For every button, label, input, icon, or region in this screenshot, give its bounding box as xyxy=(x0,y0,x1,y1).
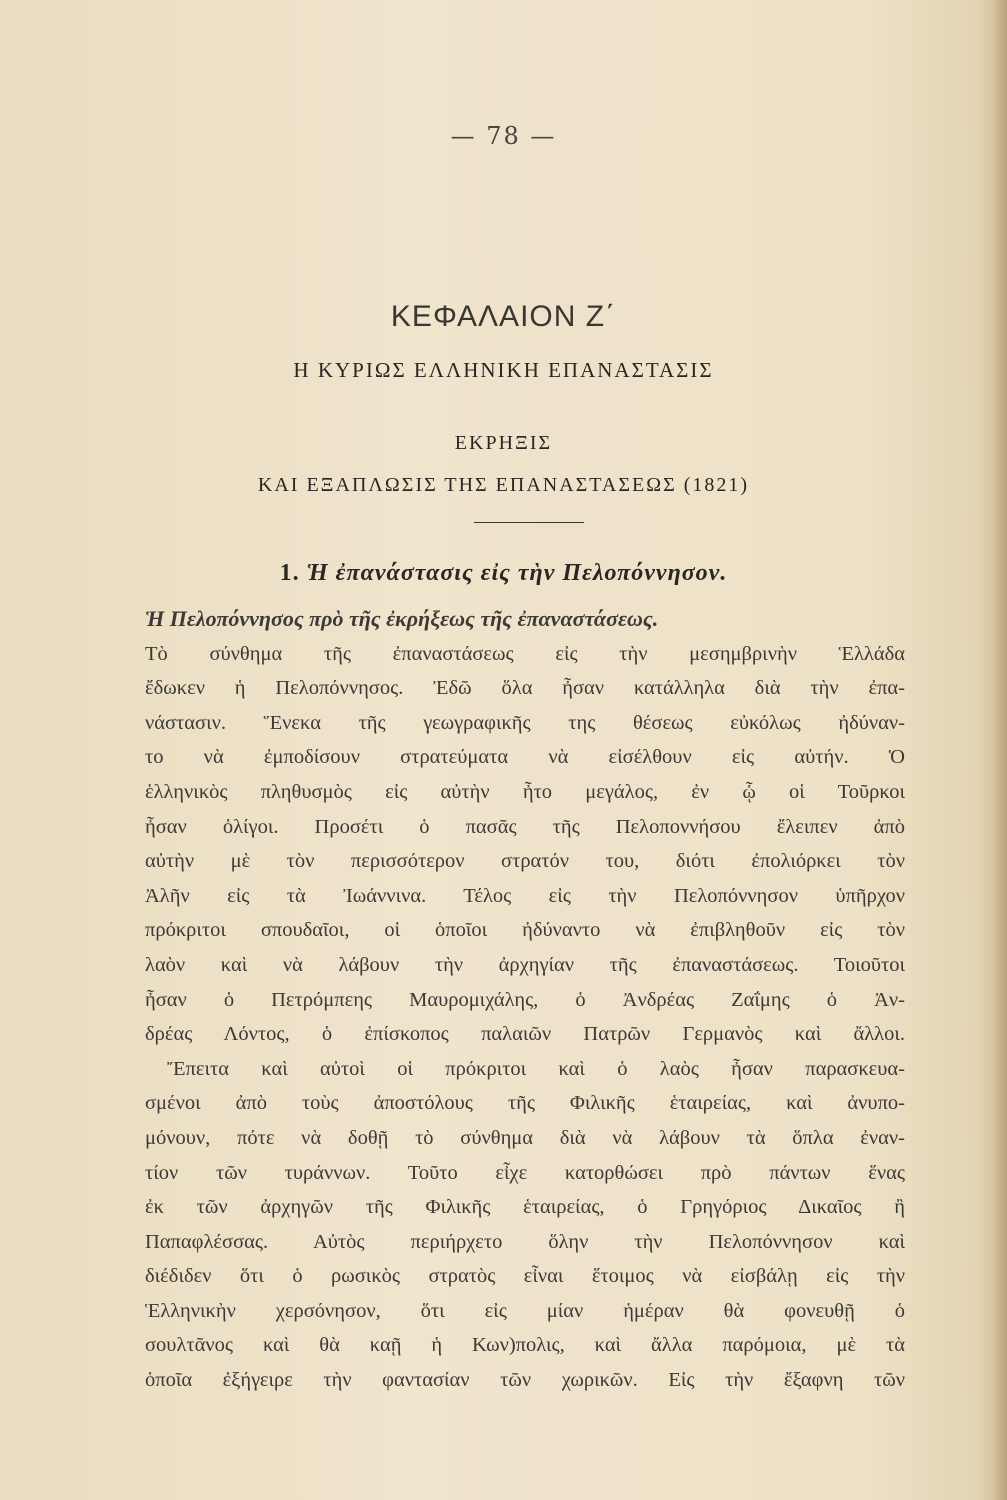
text-line: σμένοι ἀπὸ τοὺς ἀποστόλους τῆς Φιλικῆς ἑταιρείας, καὶ ἀνυπο- xyxy=(145,1092,905,1115)
text-line: σουλτᾶνος καὶ θὰ καῇ ἡ Κων)πολις, καὶ ἄλλα παρόμοια, μὲ τὰ xyxy=(145,1334,905,1357)
page-number: — 78 — xyxy=(450,122,557,150)
text-line: αὐτὴν μὲ τὸν περισσότερον στρατόν του, διότι ἐπολιόρκει τὸν xyxy=(145,850,905,873)
page-edge xyxy=(993,0,1007,1500)
text-line: ἦσαν ὀλίγοι. Προσέτι ὁ πασᾶς τῆς Πελοποννήσου ἔλειπεν ἀπὸ xyxy=(145,815,905,838)
chapter-subtitle-line2: ΚΑΙ ΕΞΑΠΛΩΣΙΣ ΤΗΣ ΕΠΑΝΑΣΤΑΣΕΩΣ (1821) xyxy=(257,474,750,496)
lead-heading: Ἡ Πελοπόννησος πρὸ τῆς ἐκρήξεως τῆς ἐπαναστάσεως. xyxy=(145,606,659,631)
divider-rule xyxy=(474,522,584,523)
text-line: Ἔπειτα καὶ αὐτοὶ οἱ πρόκριτοι καὶ ὁ λαὸς ἦσαν παρασκευα- xyxy=(167,1057,905,1080)
text-line: ἑλληνικὸς πληθυσμὸς εἰς αὐτὴν ἦτο μεγάλος, ἐν ᾧ οἱ Τοῦρκοι xyxy=(145,780,905,803)
section-number: 1. xyxy=(279,560,300,586)
text-line: Τὸ σύνθημα τῆς ἐπαναστάσεως εἰς τὴν μεσημβρινὴν Ἑλλάδα xyxy=(145,642,905,665)
text-line: διέδιδεν ὅτι ὁ ρωσικὸς στρατὸς εἶναι ἕτοιμος νὰ εἰσβάλῃ εἰς τὴν xyxy=(145,1265,905,1288)
paragraph-lead xyxy=(145,602,905,637)
text-line: ἔδωκεν ἡ Πελοπόννησος. Ἐδῶ ὅλα ἦσαν κατάλληλα διὰ τὴν ἐπα- xyxy=(145,677,905,700)
text-line: ὁποῖα ἐξήγειρε τὴν φαντασίαν τῶν χωρικῶν. Εἰς τὴν ἔξαφνη τῶν xyxy=(145,1369,905,1392)
section-heading xyxy=(0,560,1007,587)
text-line: Ἀλῆν εἰς τὰ Ἰωάννινα. Τέλος εἰς τὴν Πελοπόννησον ὑπῆρχον xyxy=(145,884,905,907)
chapter-title: Η ΚΥΡΙΩΣ ΕΛΛΗΝΙΚΗ ΕΠΑΝΑΣΤΑΣΙΣ xyxy=(293,358,714,382)
text-line: δρέας Λόντος, ὁ ἐπίσκοπος παλαιῶν Πατρῶν Γερμανὸς καὶ ἄλλοι. xyxy=(145,1023,905,1046)
text-line: ἦσαν ὁ Πετρόμπεης Μαυρομιχάλης, ὁ Ἀνδρέας Ζαΐμης ὁ Ἀν- xyxy=(145,988,905,1011)
text-line: το νὰ ἐμποδίσουν στρατεύματα νὰ εἰσέλθουν εἰς αὐτήν. Ὁ xyxy=(145,746,905,769)
text-line: τίον τῶν τυράννων. Τοῦτο εἶχε κατορθώσει πρὸ πάντων ἕνας xyxy=(145,1161,905,1184)
chapter-heading: ΚΕΦΑΛΑΙΟΝ Ζ΄ xyxy=(390,300,617,333)
body-text xyxy=(145,602,905,1398)
text-line: λαὸν καὶ νὰ λάβουν τὴν ἀρχηγίαν τῆς ἐπαναστάσεως. Τοιοῦτοι xyxy=(145,953,905,976)
text-line: πρόκριτοι σπουδαῖοι, οἱ ὁποῖοι ἠδύναντο νὰ ἐπιβληθοῦν εἰς τὸν xyxy=(145,919,905,942)
text-line: ἐκ τῶν ἀρχηγῶν τῆς Φιλικῆς ἑταιρείας, ὁ Γρηγόριος Δικαῖος ἢ xyxy=(145,1196,905,1219)
section-title: Ἡ ἐπανάστασις εἰς τὴν Πελοπόννησον. xyxy=(306,560,728,586)
text-line: μόνουν, πότε νὰ δοθῇ τὸ σύνθημα διὰ νὰ λάβουν τὰ ὅπλα ἐναν- xyxy=(145,1126,905,1149)
text-line: Παπαφλέσσας. Αὐτὸς περιήρχετο ὅλην τὴν Πελοπόννησον καὶ xyxy=(145,1230,905,1253)
chapter-subtitle-line1: ΕΚΡΗΞΙΣ xyxy=(454,432,553,454)
text-line: Ἑλληνικὴν χερσόνησον, ὅτι εἰς μίαν ἡμέραν θὰ φονευθῇ ὁ xyxy=(145,1299,905,1322)
text-line: νάστασιν. Ἕνεκα τῆς γεωγραφικῆς της θέσεως εὐκόλως ἠδύναν- xyxy=(145,711,905,734)
